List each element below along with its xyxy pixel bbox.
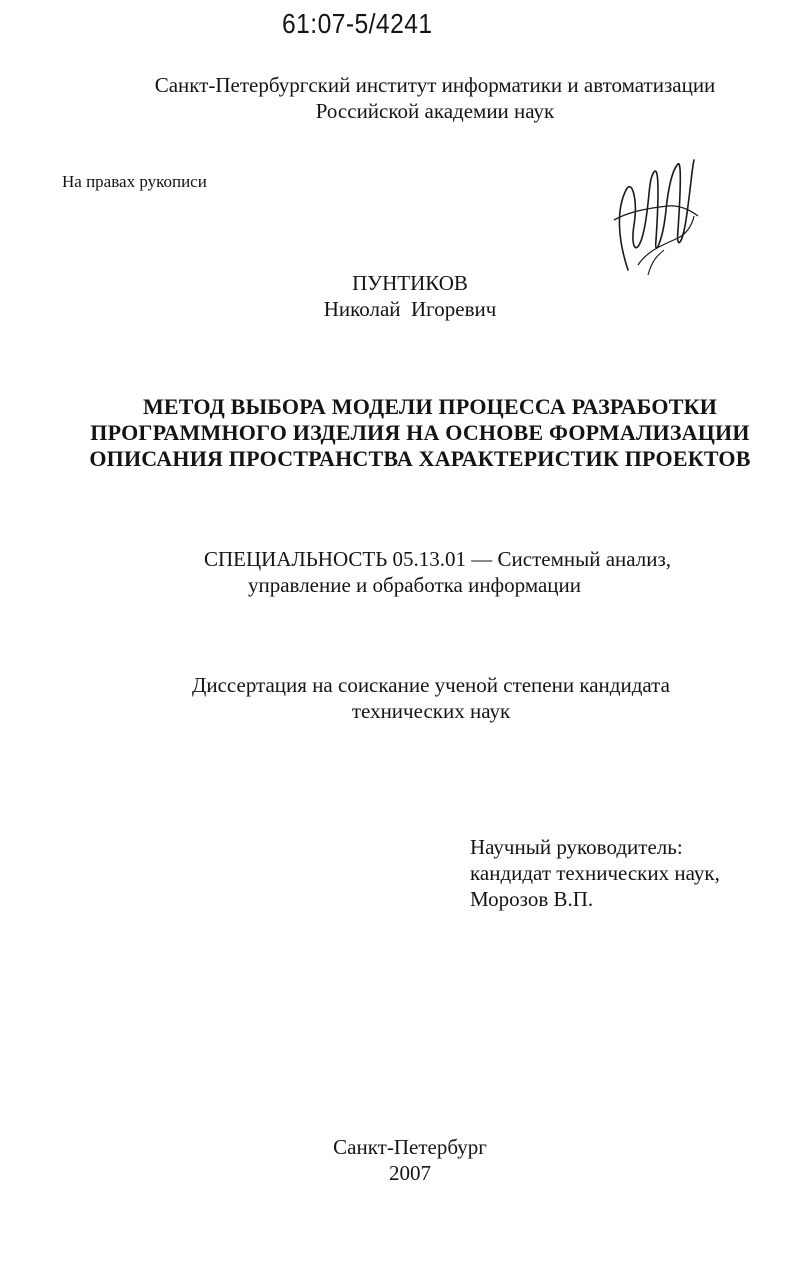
- author-given-names: Николай Игоревич: [323, 297, 497, 321]
- manuscript-rights: На правах рукописи: [62, 172, 207, 191]
- supervisor-label: Научный руководитель:: [470, 835, 683, 859]
- supervisor-degree: кандидат технических наук,: [470, 861, 720, 885]
- dissertation-line-1: Диссертация на соискание ученой степени кандидата: [192, 673, 670, 697]
- title-line-1: МЕТОД ВЫБОРА МОДЕЛИ ПРОЦЕССА РАЗРАБОТКИ: [142, 394, 718, 419]
- place: Санкт-Петербург: [333, 1135, 487, 1159]
- title-line-2: ПРОГРАММНОГО ИЗДЕЛИЯ НА ОСНОВЕ ФОРМАЛИЗАЦИИ: [90, 420, 750, 445]
- dissertation-line-2: технических наук: [351, 699, 511, 723]
- catalog-number: 61:07-5/4241: [282, 8, 433, 39]
- institution-line-2: Российской академии наук: [315, 99, 555, 123]
- institution-line-1: Санкт-Петербургский институт информатики и автоматизации: [154, 73, 716, 97]
- year: 2007: [389, 1161, 431, 1185]
- author-surname: ПУНТИКОВ: [352, 271, 468, 295]
- title-line-3: ОПИСАНИЯ ПРОСТРАНСТВА ХАРАКТЕРИСТИК ПРОЕКТОВ: [89, 446, 751, 471]
- specialty-line-1: СПЕЦИАЛЬНОСТЬ 05.13.01 — Системный анализ,: [204, 547, 672, 571]
- specialty-line-2: управление и обработка информации: [248, 573, 582, 597]
- signature-icon: [608, 150, 703, 285]
- supervisor-name: Морозов В.П.: [470, 887, 594, 911]
